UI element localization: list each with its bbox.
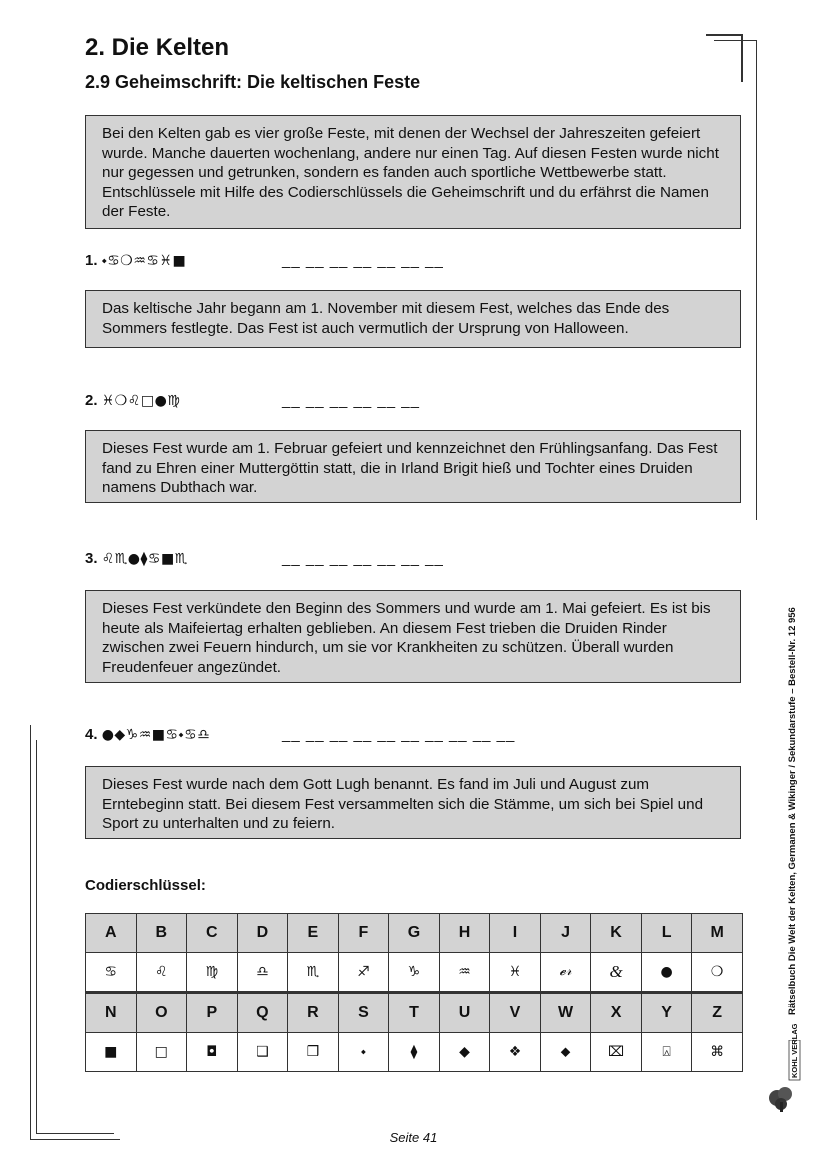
question-4-answer-blanks[interactable]: __ __ __ __ __ __ __ __ __ __ bbox=[282, 726, 516, 743]
question-1 bbox=[85, 252, 186, 269]
question-1-code: ⬩♋❍♒♋♓■ bbox=[101, 253, 187, 269]
code-key-table bbox=[85, 913, 743, 1072]
code-letter: X bbox=[591, 993, 642, 1033]
code-letter: G bbox=[389, 914, 440, 953]
code-letter: B bbox=[136, 914, 187, 953]
frame-right-v1 bbox=[741, 34, 743, 82]
question-3-answer-blanks[interactable]: __ __ __ __ __ __ __ bbox=[282, 550, 444, 567]
code-symbol: & bbox=[591, 953, 642, 993]
question-1-text-box: Das keltische Jahr begann am 1. November mit diesem Fest, welches das Ende des Sommers festlegte. Das Fest ist auch vermutlich der Ursprung von Halloween. bbox=[85, 290, 741, 348]
code-symbol: ❒ bbox=[288, 1033, 339, 1072]
code-symbol: ♋ bbox=[86, 953, 137, 993]
code-symbol: ⬥ bbox=[540, 1033, 591, 1072]
question-2-text-box: Dieses Fest wurde am 1. Februar gefeiert und kennzeichnet den Frühlingsanfang. Das Fest fand zu Ehren einer Muttergöttin statt, die in Irland Brigit hieß und Tochter eines Druiden namens Dubthach war. bbox=[85, 430, 741, 503]
frame-top-right-h1 bbox=[706, 34, 742, 36]
code-letter: I bbox=[490, 914, 541, 953]
code-letters-row-1 bbox=[86, 914, 743, 953]
question-2-code: ♓❍♌□●♍ bbox=[101, 393, 181, 409]
code-letter: L bbox=[641, 914, 692, 953]
code-letter: E bbox=[288, 914, 339, 953]
code-symbols-row-1 bbox=[86, 953, 743, 993]
page-heading: 2. Die Kelten bbox=[85, 34, 230, 61]
code-symbol: ■ bbox=[86, 1033, 137, 1072]
tree-logo-icon bbox=[765, 1040, 805, 1112]
code-letter: T bbox=[389, 993, 440, 1033]
code-letter: Q bbox=[237, 993, 288, 1033]
question-3-text-box: Dieses Fest verkündete den Beginn des Sommers und wurde am 1. Mai gefeiert. Es ist bis heute als Maifeiertag erhalten geblieben. An diesem Fest trieben die Druiden Rinder zwischen zwei Feuern hindurch, um sie vor Krankheiten zu schützen. Überall wurden Freudenfeuer angezündet. bbox=[85, 590, 741, 683]
side-publication-info: Rätselbuch Die Welt der Kelten, Germanen & Wikinger / Sekundarstufe – Bestell-Nr. 12 956 bbox=[787, 607, 798, 1015]
frame-left-v2 bbox=[36, 740, 37, 1134]
code-letter: N bbox=[86, 993, 137, 1033]
code-symbol: ♑ bbox=[389, 953, 440, 993]
code-symbol: ♎ bbox=[237, 953, 288, 993]
code-letter: D bbox=[237, 914, 288, 953]
code-letter: F bbox=[338, 914, 389, 953]
code-letter: A bbox=[86, 914, 137, 953]
code-symbol: ⍓ bbox=[641, 1033, 692, 1072]
code-symbol: ♏ bbox=[288, 953, 339, 993]
question-4-number: 4. bbox=[85, 726, 98, 743]
question-3 bbox=[85, 550, 188, 567]
code-symbol: ♍ bbox=[187, 953, 238, 993]
code-letter: J bbox=[540, 914, 591, 953]
code-letter: V bbox=[490, 993, 541, 1033]
code-letter: U bbox=[439, 993, 490, 1033]
question-4 bbox=[85, 726, 210, 743]
question-1-answer-blanks[interactable]: __ __ __ __ __ __ __ bbox=[282, 252, 444, 269]
question-1-number: 1. bbox=[85, 252, 98, 269]
question-2-answer-blanks[interactable]: __ __ __ __ __ __ bbox=[282, 392, 420, 409]
code-letter: R bbox=[288, 993, 339, 1033]
question-4-code: ●◆♑♒■♋⬩♋♎ bbox=[101, 727, 211, 743]
code-symbol: □ bbox=[136, 1033, 187, 1072]
code-letter: W bbox=[540, 993, 591, 1033]
frame-top-right-h2 bbox=[714, 40, 756, 41]
frame-right-v2 bbox=[756, 40, 757, 520]
code-symbols-row-2 bbox=[86, 1033, 743, 1072]
intro-box: Bei den Kelten gab es vier große Feste, mit denen der Wechsel der Jahreszeiten gefeiert wurde. Manche dauerten wochenlang, andere nur einen Tag. Auf diesen Festen wurde nicht nur gegessen und getrunken, sondern es fanden auch sportliche Wettbewerbe statt. Entschlüssele mit Hilfe des Codierschlüssels die Geheimschrift und du erfährst die Namen der Feste. bbox=[85, 115, 741, 229]
publisher-logo-text: KOHL VERLAG bbox=[790, 1023, 799, 1078]
code-symbol: ◘ bbox=[187, 1033, 238, 1072]
question-3-number: 3. bbox=[85, 550, 98, 567]
code-symbol: ❍ bbox=[692, 953, 743, 993]
code-symbol: ⬩ bbox=[338, 1033, 389, 1072]
question-4-text-box: Dieses Fest wurde nach dem Gott Lugh benannt. Es fand im Juli und August zum Erntebeginn statt. Bei diesem Fest versammelten sich die Stämme, um sich bei Spiel und Sport zu unterhalten und zu feiern. bbox=[85, 766, 741, 839]
code-letter: M bbox=[692, 914, 743, 953]
code-symbol: ◆ bbox=[439, 1033, 490, 1072]
question-2 bbox=[85, 392, 180, 409]
publisher-logo bbox=[765, 1023, 805, 1112]
code-letter: Z bbox=[692, 993, 743, 1033]
code-letter: S bbox=[338, 993, 389, 1033]
code-symbol: ❖ bbox=[490, 1033, 541, 1072]
code-symbol: ❑ bbox=[237, 1033, 288, 1072]
code-key-label: Codierschlüssel: bbox=[85, 877, 206, 894]
code-letters-row-2 bbox=[86, 993, 743, 1033]
code-symbol: ⌘ bbox=[692, 1033, 743, 1072]
code-letter: Y bbox=[641, 993, 692, 1033]
frame-left-v1 bbox=[30, 725, 31, 1140]
code-symbol: ♐ bbox=[338, 953, 389, 993]
code-letter: H bbox=[439, 914, 490, 953]
question-3-code: ♌♏●⧫♋■♏ bbox=[101, 551, 188, 567]
code-symbol: ♒ bbox=[439, 953, 490, 993]
code-letter: K bbox=[591, 914, 642, 953]
code-symbol: 𝓮𝓇 bbox=[540, 953, 591, 993]
page-subheading: 2.9 Geheimschrift: Die keltischen Feste bbox=[85, 72, 421, 92]
code-symbol: ♌ bbox=[136, 953, 187, 993]
code-symbol: ♓ bbox=[490, 953, 541, 993]
code-letter: C bbox=[187, 914, 238, 953]
question-2-number: 2. bbox=[85, 392, 98, 409]
code-symbol: ⧫ bbox=[389, 1033, 440, 1072]
page-number: Seite 41 bbox=[389, 1130, 438, 1145]
code-symbol: ● bbox=[641, 953, 692, 993]
code-letter: P bbox=[187, 993, 238, 1033]
code-letter: O bbox=[136, 993, 187, 1033]
code-symbol: ⌧ bbox=[591, 1033, 642, 1072]
